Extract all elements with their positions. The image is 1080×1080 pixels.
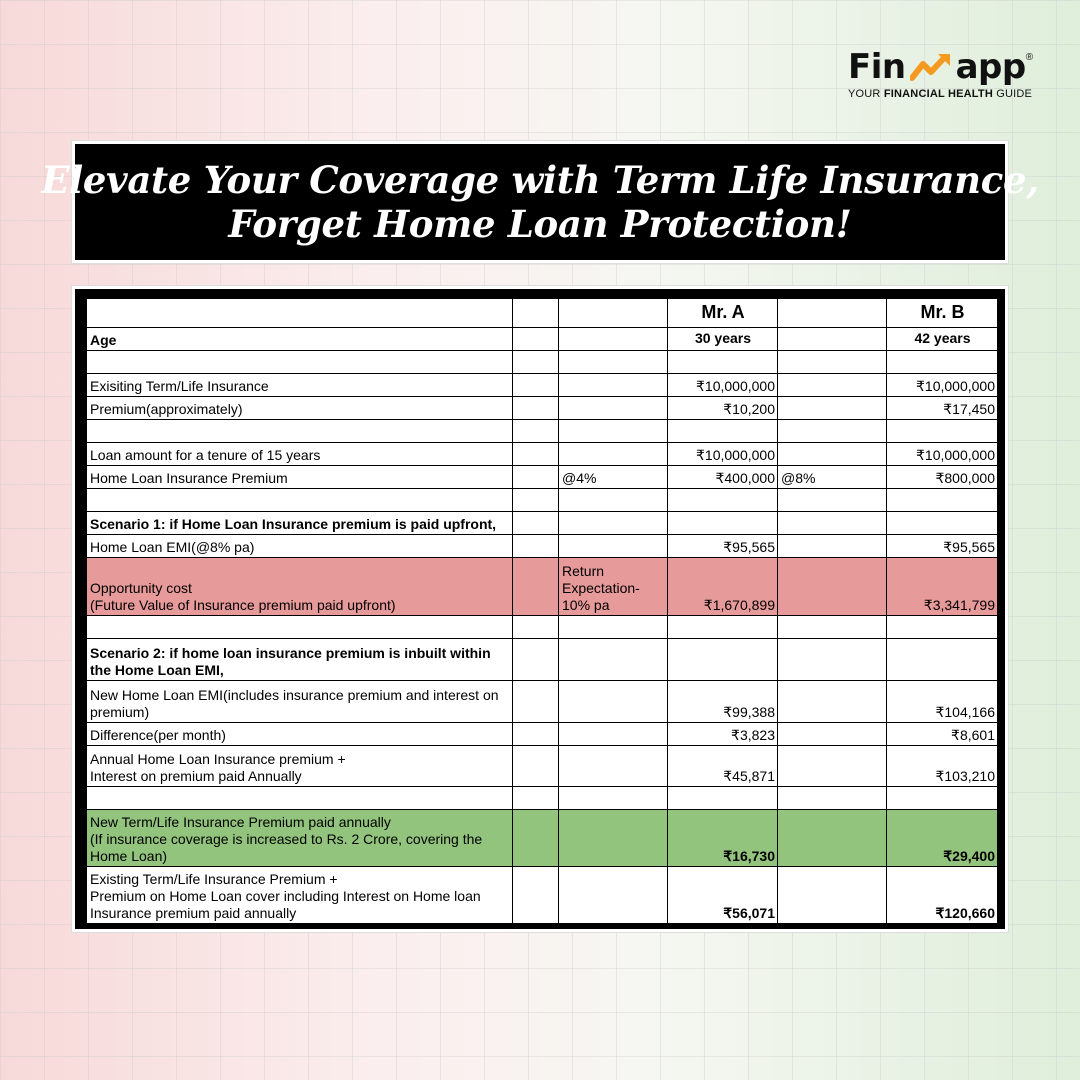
rate-b: @8% [778,466,887,489]
total-premium-row [87,867,998,924]
return-expectation: Return Expectation- 10% pa [559,558,668,616]
value-b: ₹3,341,799 [887,558,998,616]
row-label: New Home Loan EMI(includes insurance premium and interest on premium) [87,681,513,723]
title-line-2: Forget Home Loan Protection! [228,202,852,246]
spacer-row [87,420,998,443]
value-a: ₹10,200 [668,397,778,420]
header-mr-a: Mr. A [668,299,778,328]
brand-tagline [848,88,1048,100]
value-b: ₹104,166 [887,681,998,723]
value-a: ₹10,000,000 [668,443,778,466]
value-b: ₹8,601 [887,723,998,746]
header-mr-b: Mr. B [887,299,998,328]
new-term-premium-row [87,810,998,867]
title-banner [41,141,1039,263]
row-label: Age [87,328,513,351]
scenario-heading-row [87,512,998,535]
row-label: Opportunity cost (Future Value of Insurance premium paid upfront) [87,558,513,616]
row-label: Home Loan EMI(@8% pa) [87,535,513,558]
scenario-1-heading: Scenario 1: if Home Loan Insurance premium is paid upfront, [87,512,513,535]
value-a: ₹3,823 [668,723,778,746]
value-a: 30 years [668,328,778,351]
table-row [87,723,998,746]
tagline-post: GUIDE [992,88,1033,100]
value-a: ₹99,388 [668,681,778,723]
title-line-1: Elevate Your Coverage with Term Life Insurance, [41,158,1039,202]
value-a: ₹56,071 [668,867,778,924]
value-b: ₹10,000,000 [887,443,998,466]
spacer-row [87,489,998,512]
value-b: ₹103,210 [887,746,998,787]
table-row [87,681,998,723]
row-label: Exisiting Term/Life Insurance [87,374,513,397]
row-label: Annual Home Loan Insurance premium + Interest on premium paid Annually [87,746,513,787]
value-b: ₹120,660 [887,867,998,924]
row-label: Existing Term/Life Insurance Premium + Premium on Home Loan cover including Interest on Home loan Insurance premium paid annually [87,867,513,924]
value-a: ₹95,565 [668,535,778,558]
table-row [87,328,998,351]
spacer-row [87,616,998,639]
row-label: Loan amount for a tenure of 15 years [87,443,513,466]
row-label: Difference(per month) [87,723,513,746]
value-a: ₹1,670,899 [668,558,778,616]
row-label: New Term/Life Insurance Premium paid annually (If insurance coverage is increased to Rs. 2 Crore, covering the Home Loan) [87,810,513,867]
value-b: 42 years [887,328,998,351]
table-row [87,466,998,489]
tagline-pre: YOUR [848,88,884,100]
brand-name-left: Fin [848,47,906,87]
value-a: ₹400,000 [668,466,778,489]
value-a: ₹10,000,000 [668,374,778,397]
spacer-row [87,351,998,374]
row-label: Home Loan Insurance Premium [87,466,513,489]
comparison-table [86,298,998,924]
scenario-heading-row [87,639,998,681]
value-b: ₹95,565 [887,535,998,558]
scenario-2-heading: Scenario 2: if home loan insurance premium is inbuilt within the Home Loan EMI, [87,639,513,681]
value-b: ₹10,000,000 [887,374,998,397]
tagline-bold: FINANCIAL HEALTH [883,88,993,100]
brand-logo [848,48,1048,108]
table-header-row [87,299,998,328]
value-a: ₹45,871 [668,746,778,787]
rate-a: @4% [559,466,668,489]
table-row [87,374,998,397]
row-label: Premium(approximately) [87,397,513,420]
value-b: ₹29,400 [887,810,998,867]
registered-mark: ® [1025,52,1034,63]
brand-name-right: app [955,47,1026,87]
value-b: ₹800,000 [887,466,998,489]
growth-chart-icon [910,52,952,82]
table-row [87,746,998,787]
table-row [87,443,998,466]
spacer-row [87,787,998,810]
opportunity-cost-row [87,558,998,616]
value-a: ₹16,730 [668,810,778,867]
value-b: ₹17,450 [887,397,998,420]
table-row [87,397,998,420]
comparison-table-frame [72,286,1008,932]
table-row [87,535,998,558]
